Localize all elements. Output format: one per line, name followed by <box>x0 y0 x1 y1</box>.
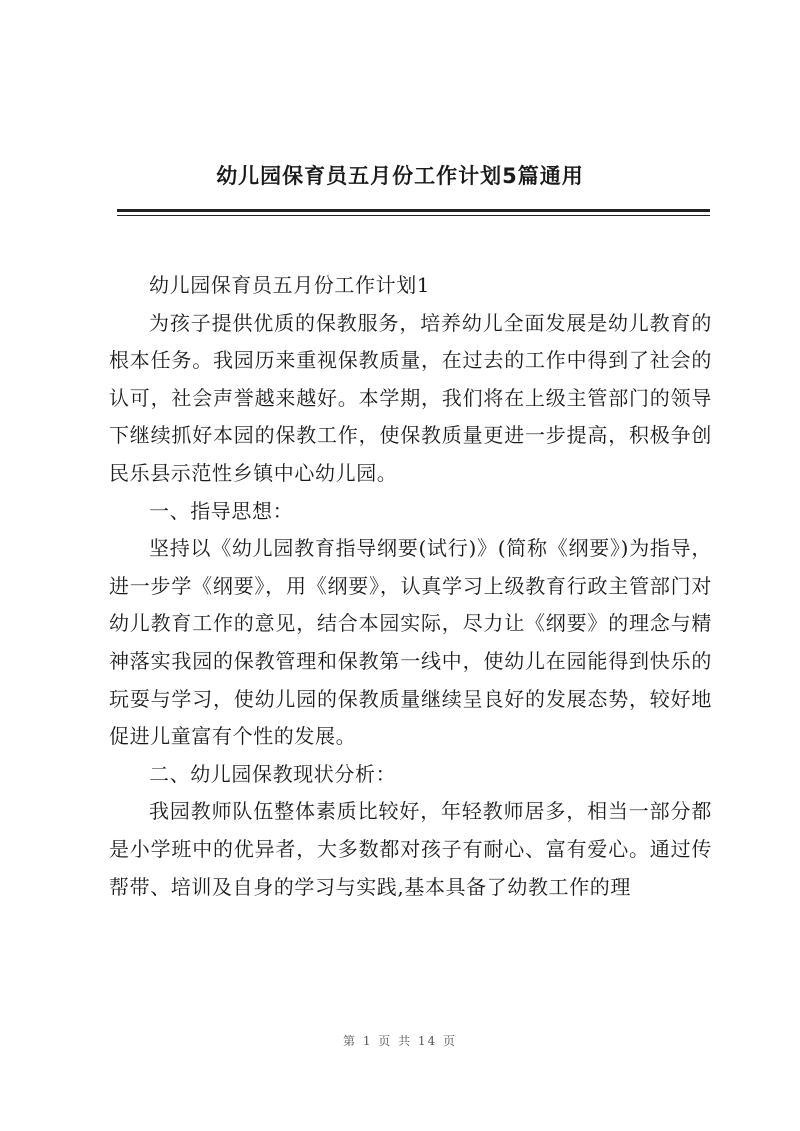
body-paragraph: 坚持以《幼儿园教育指导纲要(试行)》(简称《纲要》)为指导，进一步学《纲要》，用《纲要》，认真学习上级教育行政主管部门对幼儿教育工作的意见，结合本园实际，尽力让《纲要》的理念与精神落实我园的保教管理和保教第一线中，使幼儿在园能得到快乐的玩耍与学习，使幼儿园的保教质量继续呈良好的发展态势，较好地促进儿童富有个性的发展。 <box>109 536 712 749</box>
section-heading: 一、指导思想： <box>149 498 294 523</box>
section-heading: 幼儿园保育员五月份工作计划1 <box>149 273 431 297</box>
document-body <box>109 267 712 906</box>
title-divider-thick <box>117 209 710 212</box>
page-footer <box>0 1032 800 1049</box>
page-number-label: 第 1 页 共 14 页 <box>343 1034 457 1048</box>
body-paragraph: 为孩子提供优质的保教服务，培养幼儿全面发展是幼儿教育的根本任务。我园历来重视保教质量，在过去的工作中得到了社会的认可，社会声誉越来越好。本学期，我们将在上级主管部门的领导下继续抓好本园的保教工作，使保教质量更进一步提高，积极争创民乐县示范性乡镇中心幼儿园。 <box>109 310 712 485</box>
title-divider-thin <box>117 215 710 216</box>
body-paragraph: 我园教师队伍整体素质比较好，年轻教师居多，相当一部分都是小学班中的优异者，大多数都对孩子有耐心、富有爱心。通过传帮带、培训及自身的学习与实践,基本具备了幼教工作的理 <box>109 799 712 899</box>
document-title: 幼儿园保育员五月份工作计划5篇通用 <box>216 164 584 188</box>
section-heading: 二、幼儿园保教现状分析： <box>149 761 397 786</box>
